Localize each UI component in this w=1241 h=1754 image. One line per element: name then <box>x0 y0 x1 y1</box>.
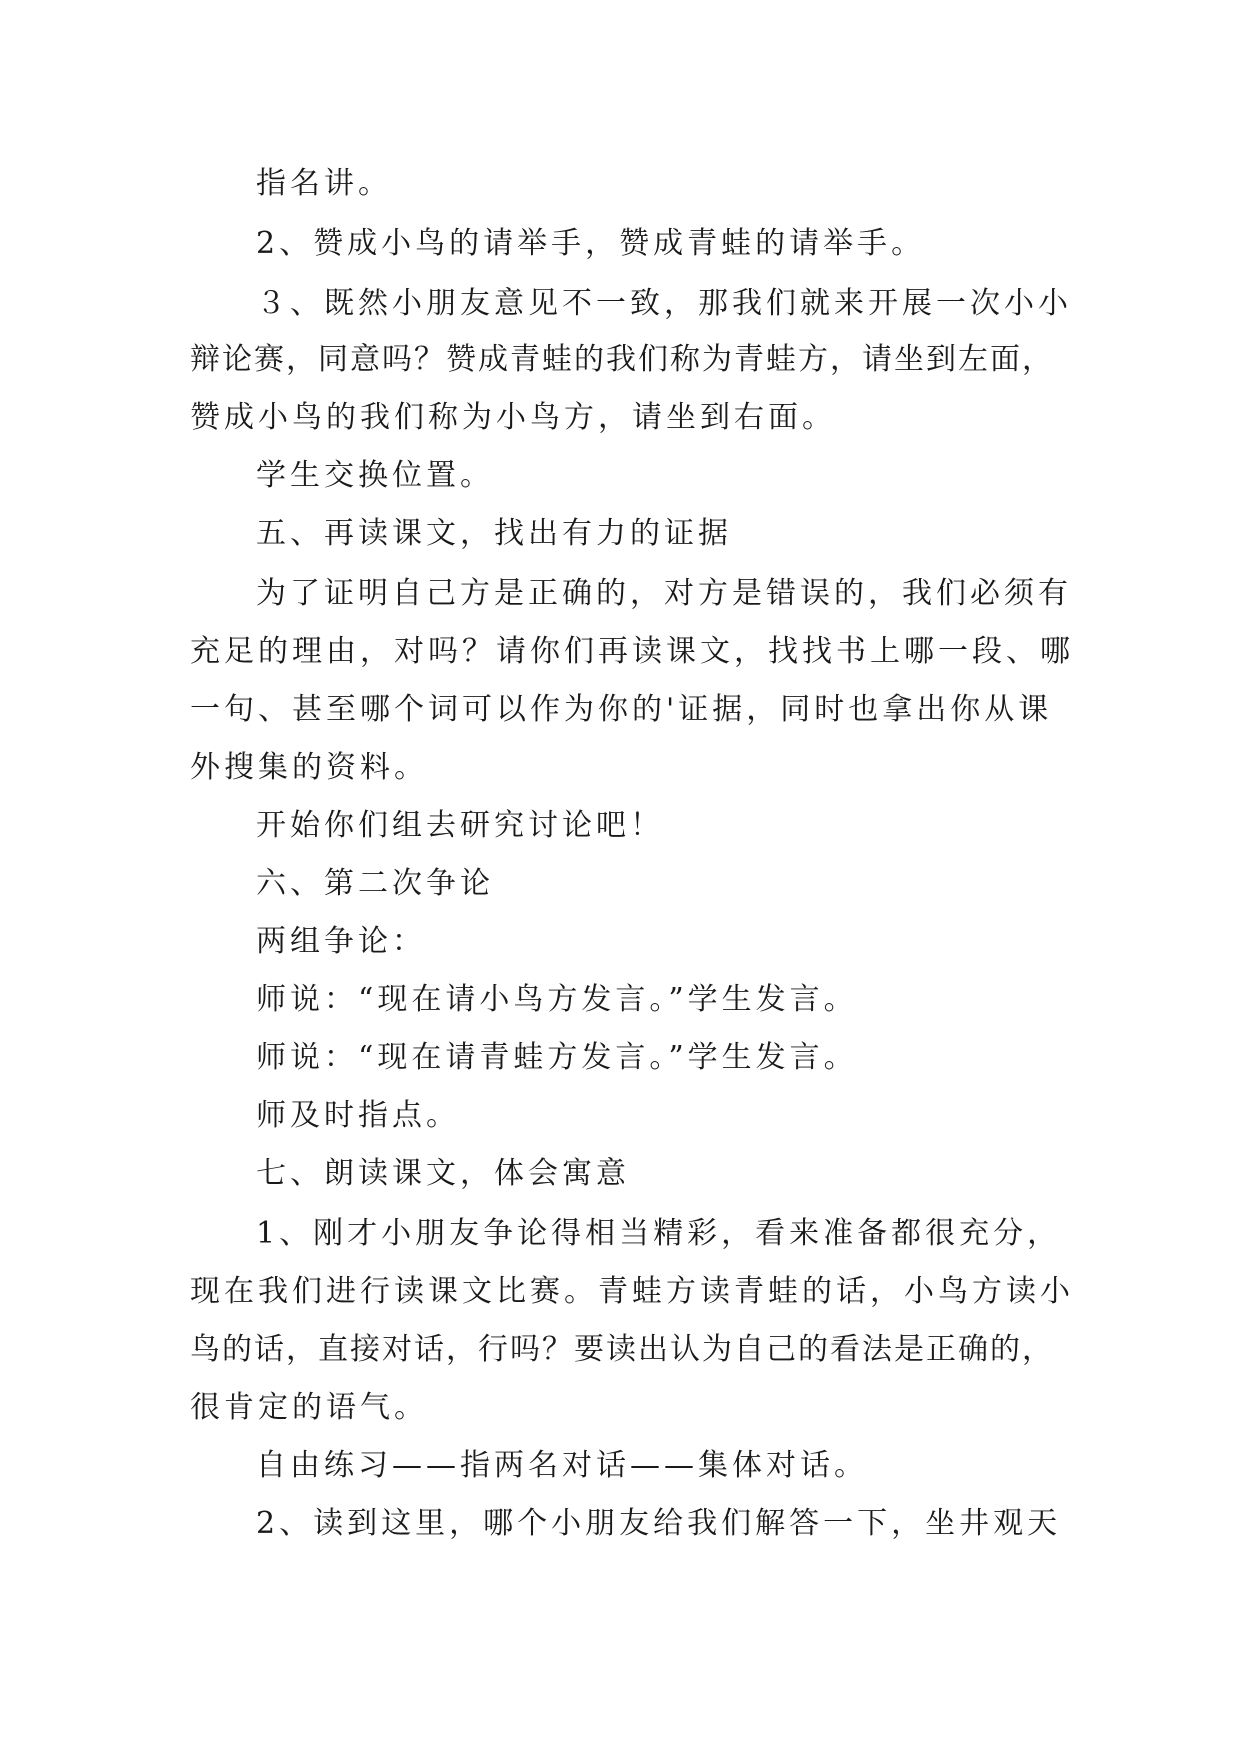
text-line: 鸟的话，直接对话，行吗？要读出认为自己的看法是正确的， <box>190 1332 1054 1367</box>
text-line: 两组争论： <box>256 924 426 959</box>
text-line: 学生交换位置。 <box>256 458 494 493</box>
text-line: 2、读到这里，哪个小朋友给我们解答一下，坐井观天 <box>256 1506 1062 1541</box>
text-line: 赞成小鸟的我们称为小鸟方，请坐到右面。 <box>190 400 836 435</box>
text-line: 师说：“现在请青蛙方发言。”学生发言。 <box>256 1040 858 1075</box>
text-line: 自由练习——指两名对话——集体对话。 <box>256 1448 868 1483</box>
text-line: 为了证明自己方是正确的，对方是错误的，我们必须有 <box>256 576 1072 611</box>
text-line: 现在我们进行读课文比赛。青蛙方读青蛙的话，小鸟方读小 <box>190 1274 1074 1309</box>
text-line: ３、既然小朋友意见不一致，那我们就来开展一次小小 <box>256 286 1072 321</box>
text-line: 师说：“现在请小鸟方发言。”学生发言。 <box>256 982 858 1017</box>
text-line: 1、刚才小朋友争论得相当精彩，看来准备都很充分， <box>256 1216 1062 1251</box>
section-heading: 六、第二次争论 <box>256 866 494 901</box>
text-line: 辩论赛，同意吗？赞成青蛙的我们称为青蛙方，请坐到左面， <box>190 342 1054 377</box>
text-line: 师及时指点。 <box>256 1098 460 1133</box>
text-line: 指名讲。 <box>256 166 392 201</box>
section-heading: 五、再读课文，找出有力的证据 <box>256 516 732 551</box>
section-heading: 七、朗读课文，体会寓意 <box>256 1156 630 1191</box>
text-line: 外搜集的资料。 <box>190 750 428 785</box>
text-line: 2、赞成小鸟的请举手，赞成青蛙的请举手。 <box>256 226 926 261</box>
text-line: 开始你们组去研究讨论吧！ <box>256 808 664 843</box>
text-line: 充足的理由，对吗？请你们再读课文，找找书上哪一段、哪 <box>190 634 1074 669</box>
text-line: 一句、甚至哪个词可以作为你的'证据，同时也拿出你从课 <box>190 692 1053 727</box>
text-line: 很肯定的语气。 <box>190 1390 428 1425</box>
